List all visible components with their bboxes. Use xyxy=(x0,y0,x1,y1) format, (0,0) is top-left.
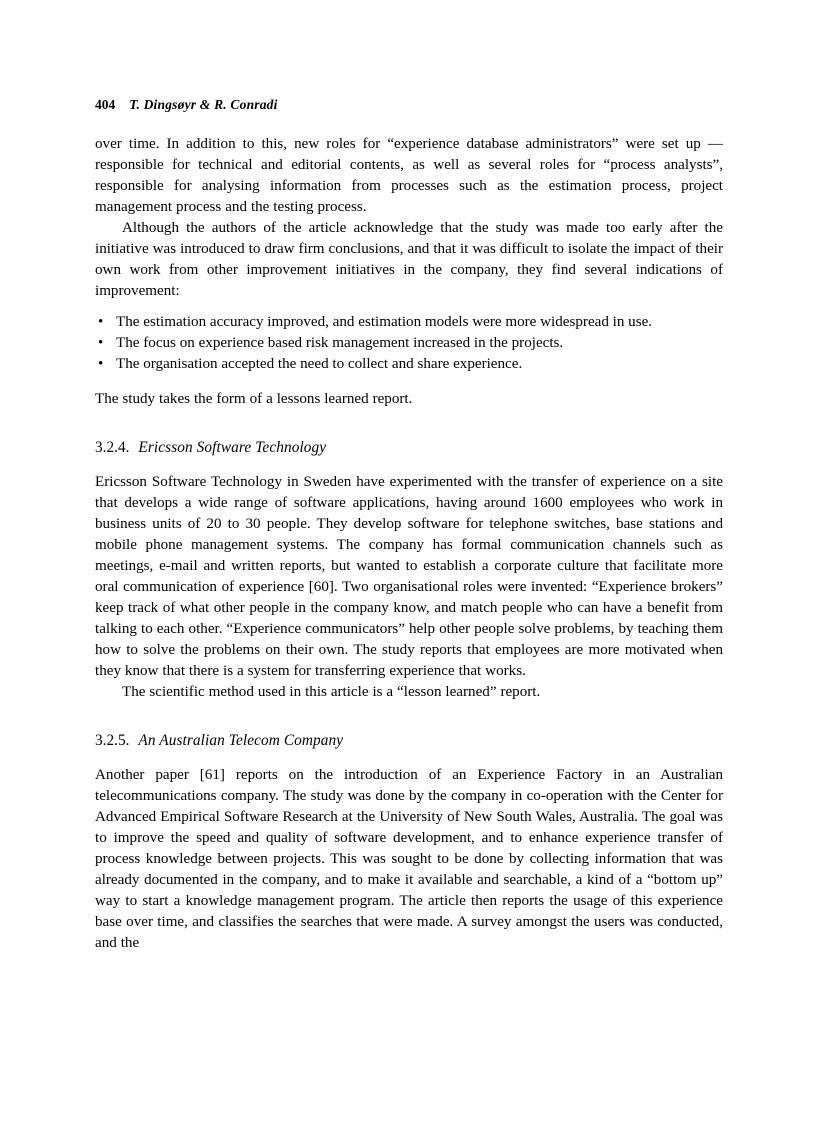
spacer xyxy=(95,703,723,730)
section-number: 3.2.4. xyxy=(95,438,130,456)
running-head-authors: T. Dingsøyr & R. Conradi xyxy=(129,97,278,112)
page-text-column xyxy=(95,96,723,955)
spacer xyxy=(95,410,723,437)
paragraph-lessons-learned: The study takes the form of a lessons learned report. xyxy=(95,390,413,407)
spacer xyxy=(95,751,723,765)
section-heading-3-2-4 xyxy=(95,437,723,458)
section-title: Ericsson Software Technology xyxy=(138,438,327,456)
section-number: 3.2.5. xyxy=(95,732,130,750)
paragraph-ericsson: Ericsson Software Technology in Sweden have experimented with the transfer of experience on a site that develops a wide range of software applications, having around 1600 employees who work in business units of 20 to 30 people. They develop software for telephone switches, base stations and mobile phone management systems. The company has formal communication channels such as meetings, e-mail and written reports, but wanted to establish a corporate culture that facilitate more oral communication of experience [60]. Two organisational roles were invented: “Experience brokers” keep track of what other people in the company know, and match people who can have a benefit from talking to each other. “Experience communicators” help other people solve problems, by teaching them how to solve the problems on their own. The study reports that employees are more motivated when they know that there is a system for transferring experience that works. xyxy=(95,473,723,679)
list-item-text: The organisation accepted the need to collect and share experience. xyxy=(116,356,523,373)
paragraph-continuation: over time. In addition to this, new roles for “experience database administrators” were set up — responsible for technical and editorial contents, as well as several roles for “process analysts”, responsible for analysing information from processes such as the estimation process, project management process and the testing process. xyxy=(95,136,723,216)
page-number: 404 xyxy=(95,97,116,112)
spacer xyxy=(95,302,723,312)
list-item xyxy=(95,312,723,333)
bullet-icon: • xyxy=(98,356,104,373)
bullet-icon: • xyxy=(98,314,104,331)
paragraph-ericsson-method: The scientific method used in this article is a “lesson learned” report. xyxy=(122,684,541,701)
paragraph-australian-telecom: Another paper [61] reports on the introduction of an Experience Factory in an Australian telecommunications company. The study was done by the company in co-operation with the Center for Advanced Empirical Software Research at the University of New South Wales, Australia. The goal was to improve the speed and quality of software development, and to enhance experience transfer of process knowledge between projects. This was sought to be done by collecting information that was already documented in the company, and to make it available and searchable, a kind of a “bottom up” way to start a knowledge management program. The article then reports the usage of this experience base over time, and classifies the searches that were made. A survey amongst the users was conducted, and the xyxy=(95,767,723,952)
list-item-text: The focus on experience based risk management increased in the projects. xyxy=(116,335,564,352)
list-item xyxy=(95,354,723,375)
spacer xyxy=(95,376,723,389)
running-head xyxy=(95,96,723,114)
section-title: An Australian Telecom Company xyxy=(138,732,344,750)
list-item-text: The estimation accuracy improved, and estimation models were more widespread in use. xyxy=(116,314,653,331)
list-item xyxy=(95,333,723,354)
section-heading-3-2-5 xyxy=(95,730,723,751)
improvement-bullet-list xyxy=(95,312,723,375)
spacer xyxy=(95,458,723,472)
paragraph-although: Although the authors of the article acknowledge that the study was made too early after the initiative was introduced to draw firm conclusions, and that it was difficult to isolate the impact of their own work from other improvement initiatives in the company, they find several indications of improvement: xyxy=(95,220,723,300)
bullet-icon: • xyxy=(98,335,104,352)
